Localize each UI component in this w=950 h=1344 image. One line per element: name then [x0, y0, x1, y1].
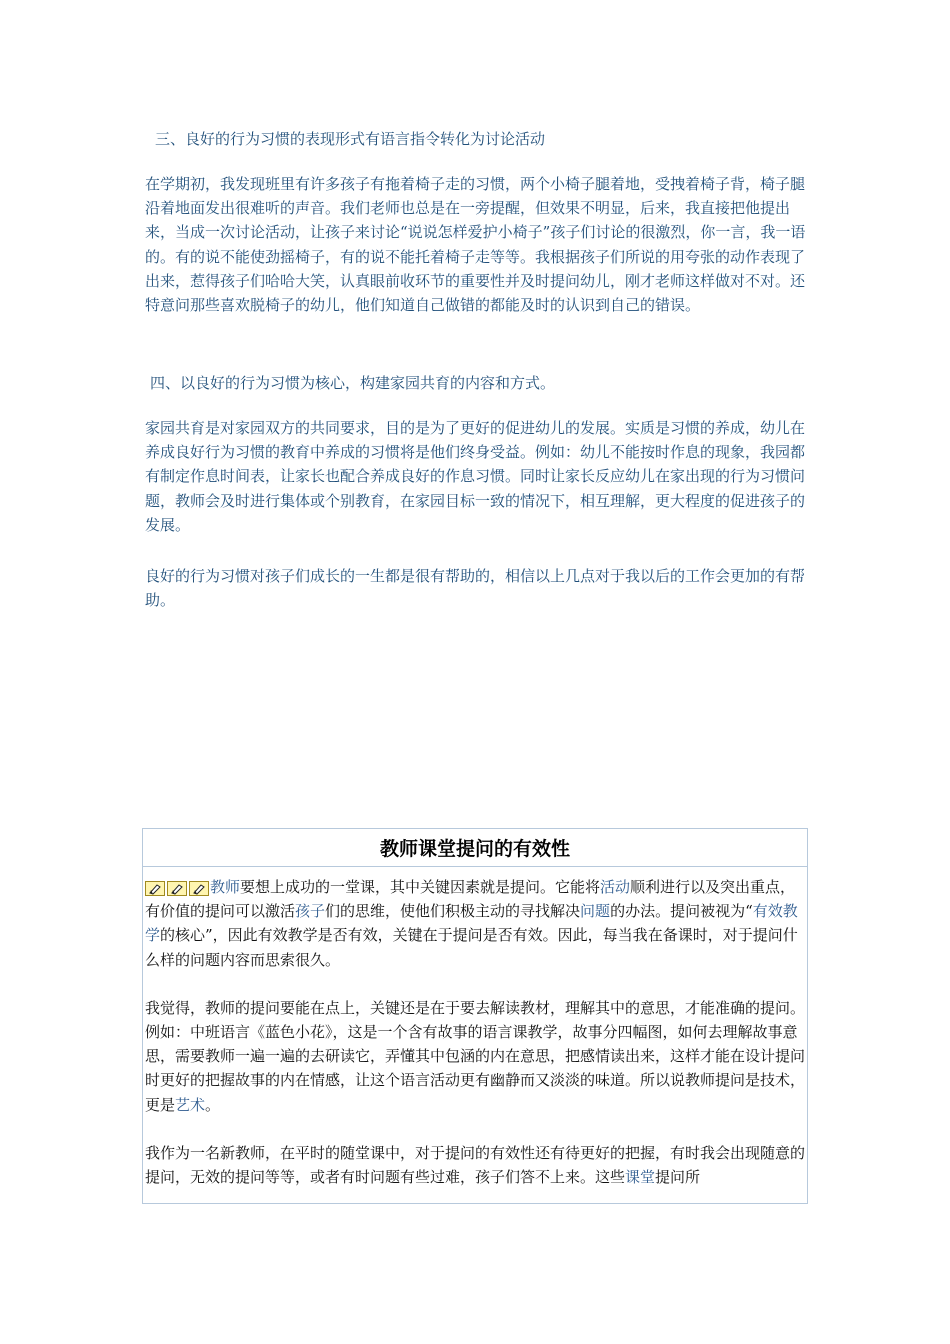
p3-text-2: 提问所 — [655, 1168, 701, 1187]
p3-text-1: 我作为一名新教师，在平时的随堂课中，对于提问的有效性还有待更好的把握，有时我会出现随意的提问，无效的提问等等，或者有时问题有些过难，孩子们答不上来。这些 — [145, 1143, 806, 1187]
p1-text-5: 的核心”，因此有效教学是否有效，关键在于提问是否有效。因此，每当我在备课时，对于提问什么样的问题内容而思索很久。 — [145, 926, 798, 969]
article-title: 教师课堂提问的有效性 — [379, 838, 570, 860]
link-effective-teaching[interactable]: 有效教学 — [145, 902, 798, 945]
link-activity[interactable]: 活动 — [600, 878, 631, 896]
section4-heading: 四、以良好的行为习惯为核心，构建家园共育的内容和方式。 — [150, 374, 556, 392]
p1-text-3: 们的思维，使他们积极主动的寻找解决 — [325, 902, 581, 921]
p2-text-2: 。 — [205, 1095, 221, 1114]
title-divider — [143, 866, 807, 867]
p2-text-1: 我觉得，教师的提问要能在点上，关键还是在于要去解读教材，理解其中的意思，才能准确的提问。例如：中班语言《蓝色小花》，这是一个含有故事的语言课教学，故事分四幅图，如何去理解故事意思，需要教师一遍一遍的去研读它，弄懂其中包涵的内在意思，把感情读出来，这样才能在设计提问时更好的把握故事的内在情感，让这个语言活动更有幽静而又淡淡的味道。所以说教师提问是技术，更是 — [145, 998, 806, 1114]
section3-body: 在学期初，我发现班里有许多孩子有拖着椅子走的习惯，两个小椅子腿着地，受拽着椅子背，椅子腿沿着地面发出很难听的声音。我们老师也总是在一旁提醒，但效果不明显，后来，我直接把他提出来，当成一次讨论活动，让孩子来讨论“说说怎样爱护小椅子”孩子们讨论的很激烈，你一言，我一语的。有的说不能使劲摇椅子，有的说不能托着椅子走等等。我根据孩子们所说的用夸张的动作表现了出来，惹得孩子们哈哈大笑，认真眼前收环节的重要性并及时提问幼儿，刚才老师这样做对不对。还特意问那些喜欢脱椅子的幼儿，他们知道自己做错的都能及时的认识到自己的错误。 — [145, 175, 806, 315]
article-paragraph-2 — [143, 996, 807, 1117]
toolbar-icons — [145, 881, 209, 896]
conclusion-paragraph: 良好的行为习惯对孩子们成长的一生都是很有帮助的，相信以上几点对于我以后的工作会更加的有帮助。 — [145, 567, 806, 610]
link-art[interactable]: 艺术 — [175, 1095, 206, 1114]
link-child[interactable]: 孩子 — [295, 902, 326, 921]
link-classroom[interactable]: 课堂 — [625, 1168, 656, 1187]
pencil-icon[interactable] — [145, 881, 165, 896]
p1-text-2: 顺利进行以及突出重点，有价值的提问可以激活 — [145, 878, 796, 921]
pencil-icon[interactable] — [167, 881, 187, 896]
link-problem[interactable]: 问题 — [580, 902, 611, 921]
section3-heading: 三、良好的行为习惯的表现形式有语言指令转化为讨论活动 — [155, 130, 546, 148]
p1-text-4: 的办法。提问被视为“ — [610, 902, 753, 921]
article-paragraph-3 — [143, 1141, 807, 1189]
p1-text-1: 要想上成功的一堂课，其中关键因素就是提问。它能将 — [240, 878, 601, 896]
section4-body: 家园共育是对家园双方的共同要求，目的是为了更好的促进幼儿的发展。实质是习惯的养成，幼儿在养成良好行为习惯的教育中养成的习惯将是他们终身受益。例如：幼儿不能按时作息的现象，我园都有制定作息时间表，让家长也配合养成良好的作息习惯。同时让家长反应幼儿在家出现的行为习惯问题，教师会及时进行集体或个别教育，在家园目标一致的情况下，相互理解，更大程度的促进孩子的发展。 — [145, 419, 806, 534]
article-box — [142, 828, 808, 1204]
pencil-icon[interactable] — [189, 881, 209, 896]
link-teacher[interactable]: 教师 — [210, 878, 241, 896]
article-paragraph-1 — [143, 875, 807, 972]
